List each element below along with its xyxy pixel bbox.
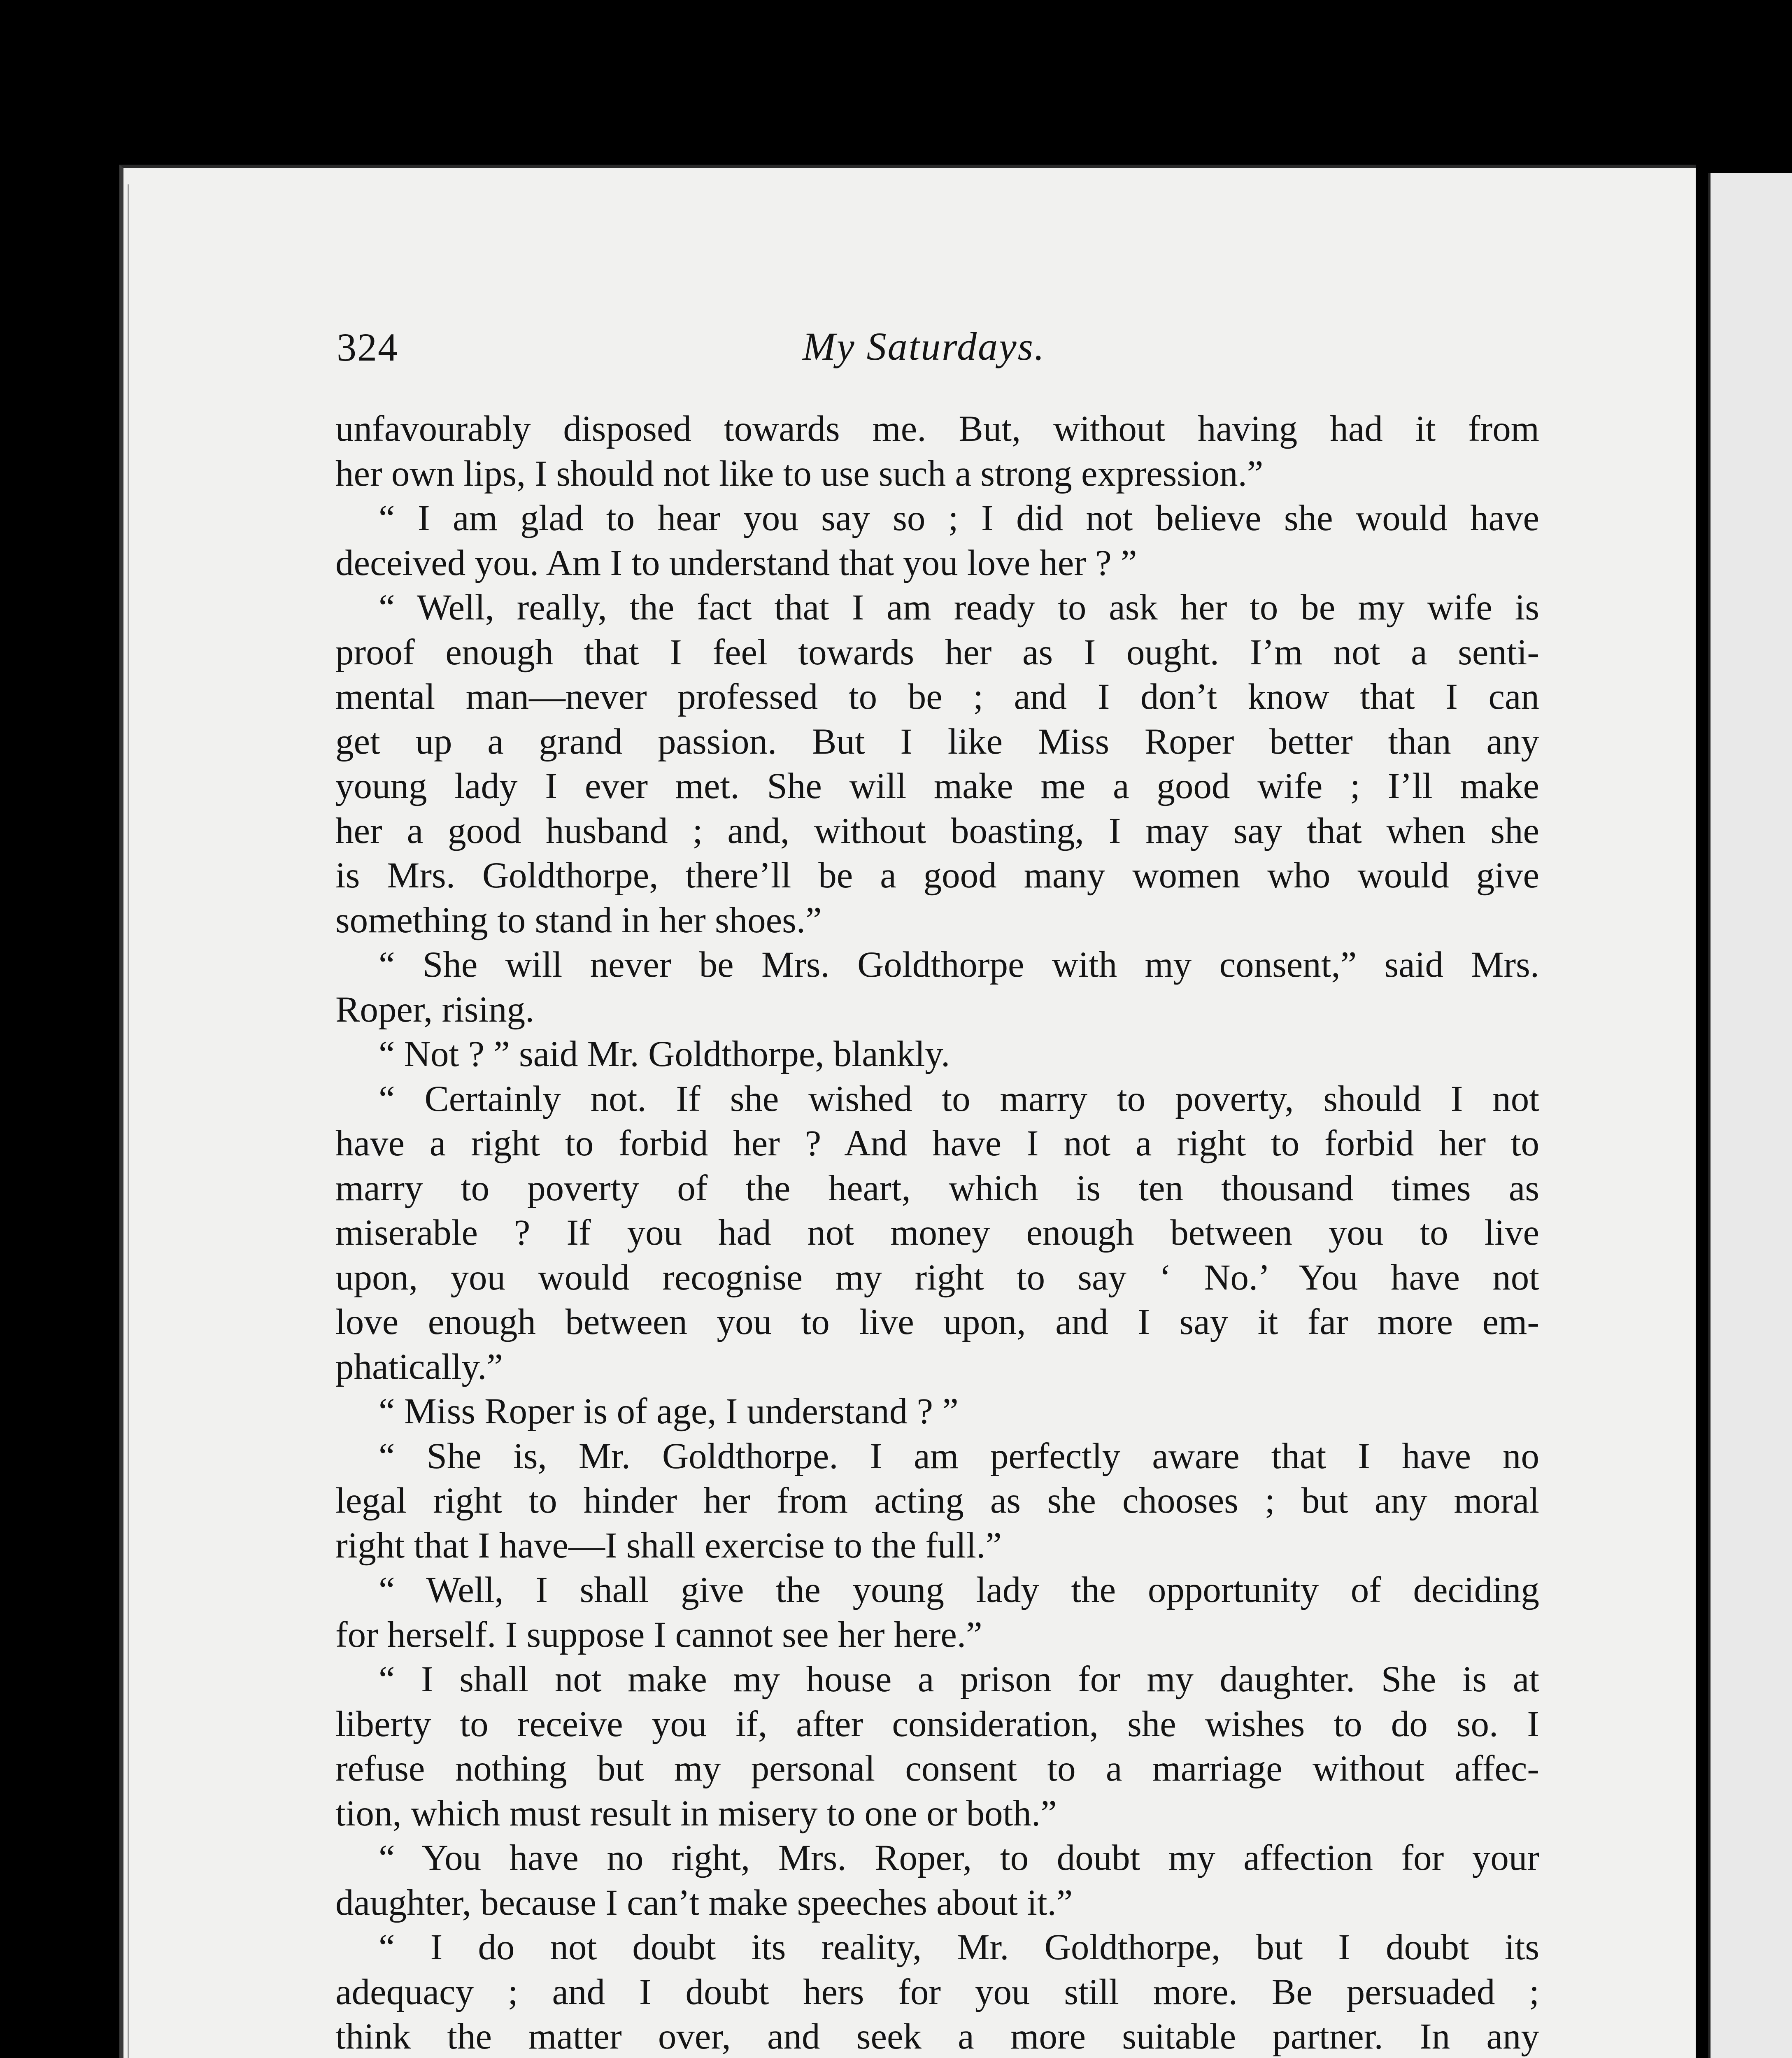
text-line: “ Not ? ” said Mr. Goldthorpe, blankly. — [379, 1034, 950, 1074]
text-line: “ Certainly not. If she wished to marry to poverty, should I not — [379, 1078, 1539, 1119]
text-line: “ I shall not make my house a prison for my daughter. She is at — [379, 1659, 1539, 1699]
text-line: for herself. I suppose I cannot see her here.” — [335, 1614, 982, 1655]
text-line: tion, which must result in misery to one or both.” — [335, 1793, 1057, 1834]
text-line: daughter, because I can’t make speeches about it.” — [335, 1882, 1073, 1923]
text-line: mental man—never professed to be ; and I don’t know that I can — [335, 677, 1539, 717]
page-number: 324 — [337, 325, 398, 369]
text-line: is Mrs. Goldthorpe, there’ll be a good many women who would give — [335, 855, 1539, 896]
text-line: deceived you. Am I to understand that you love her ? ” — [335, 542, 1137, 583]
text-line: “ I am glad to hear you say so ; I did not believe she would have — [379, 498, 1539, 538]
text-line: “ I do not doubt its reality, Mr. Goldthorpe, but I doubt its — [379, 1927, 1539, 1967]
text-line: marry to poverty of the heart, which is ten thousand times as — [335, 1168, 1539, 1208]
text-line: love enough between you to live upon, and I say it far more em- — [335, 1302, 1539, 1342]
text-line: “ She will never be Mrs. Goldthorpe with my consent,” said Mrs. — [379, 945, 1539, 985]
body-text — [335, 407, 1539, 2058]
text-line: have a right to forbid her ? And have I not a right to forbid her to — [335, 1123, 1539, 1164]
text-line: something to stand in her shoes.” — [335, 900, 822, 941]
text-line: think the matter over, and seek a more suitable partner. In any — [335, 2016, 1539, 2057]
text-line: “ Well, really, the fact that I am ready to ask her to be my wife is — [379, 587, 1539, 628]
text-line: her own lips, I should not like to use such a strong expression.” — [335, 453, 1264, 494]
text-line: get up a grand passion. But I like Miss Roper better than any — [335, 721, 1539, 762]
page-gutter-line — [128, 184, 129, 2058]
text-line: “ You have no right, Mrs. Roper, to doubt my affection for your — [379, 1838, 1539, 1878]
text-line: Roper, rising. — [335, 989, 535, 1030]
text-line: “ Well, I shall give the young lady the opportunity of deciding — [379, 1570, 1539, 1610]
text-line: “ Miss Roper is of age, I understand ? ” — [379, 1391, 959, 1432]
text-line: her a good husband ; and, without boasting, I may say that when she — [335, 810, 1539, 851]
book-page — [119, 165, 1696, 2058]
text-line: refuse nothing but my personal consent to a marriage without affec- — [335, 1748, 1539, 1789]
text-line: proof enough that I feel towards her as I ought. I’m not a senti- — [335, 632, 1539, 673]
text-line: right that I have—I shall exercise to the full.” — [335, 1525, 1002, 1566]
text-line: miserable ? If you had not money enough between you to live — [335, 1213, 1539, 1253]
facing-page-edge — [1708, 173, 1792, 2058]
running-title: My Saturdays. — [803, 324, 1046, 368]
text-line: phatically.” — [335, 1346, 503, 1387]
text-line: upon, you would recognise my right to say ‘ No.’ You have not — [335, 1257, 1539, 1298]
text-line: unfavourably disposed towards me. But, without having had it from — [335, 409, 1539, 449]
text-line: young lady I ever met. She will make me a good wife ; I’ll make — [335, 766, 1539, 806]
text-line: legal right to hinder her from acting as she chooses ; but any moral — [335, 1481, 1539, 1521]
text-line: adequacy ; and I doubt hers for you still more. Be persuaded ; — [335, 1972, 1539, 2012]
text-line: “ She is, Mr. Goldthorpe. I am perfectly aware that I have no — [379, 1436, 1539, 1476]
text-line: liberty to receive you if, after consideration, she wishes to do so. I — [335, 1704, 1539, 1744]
